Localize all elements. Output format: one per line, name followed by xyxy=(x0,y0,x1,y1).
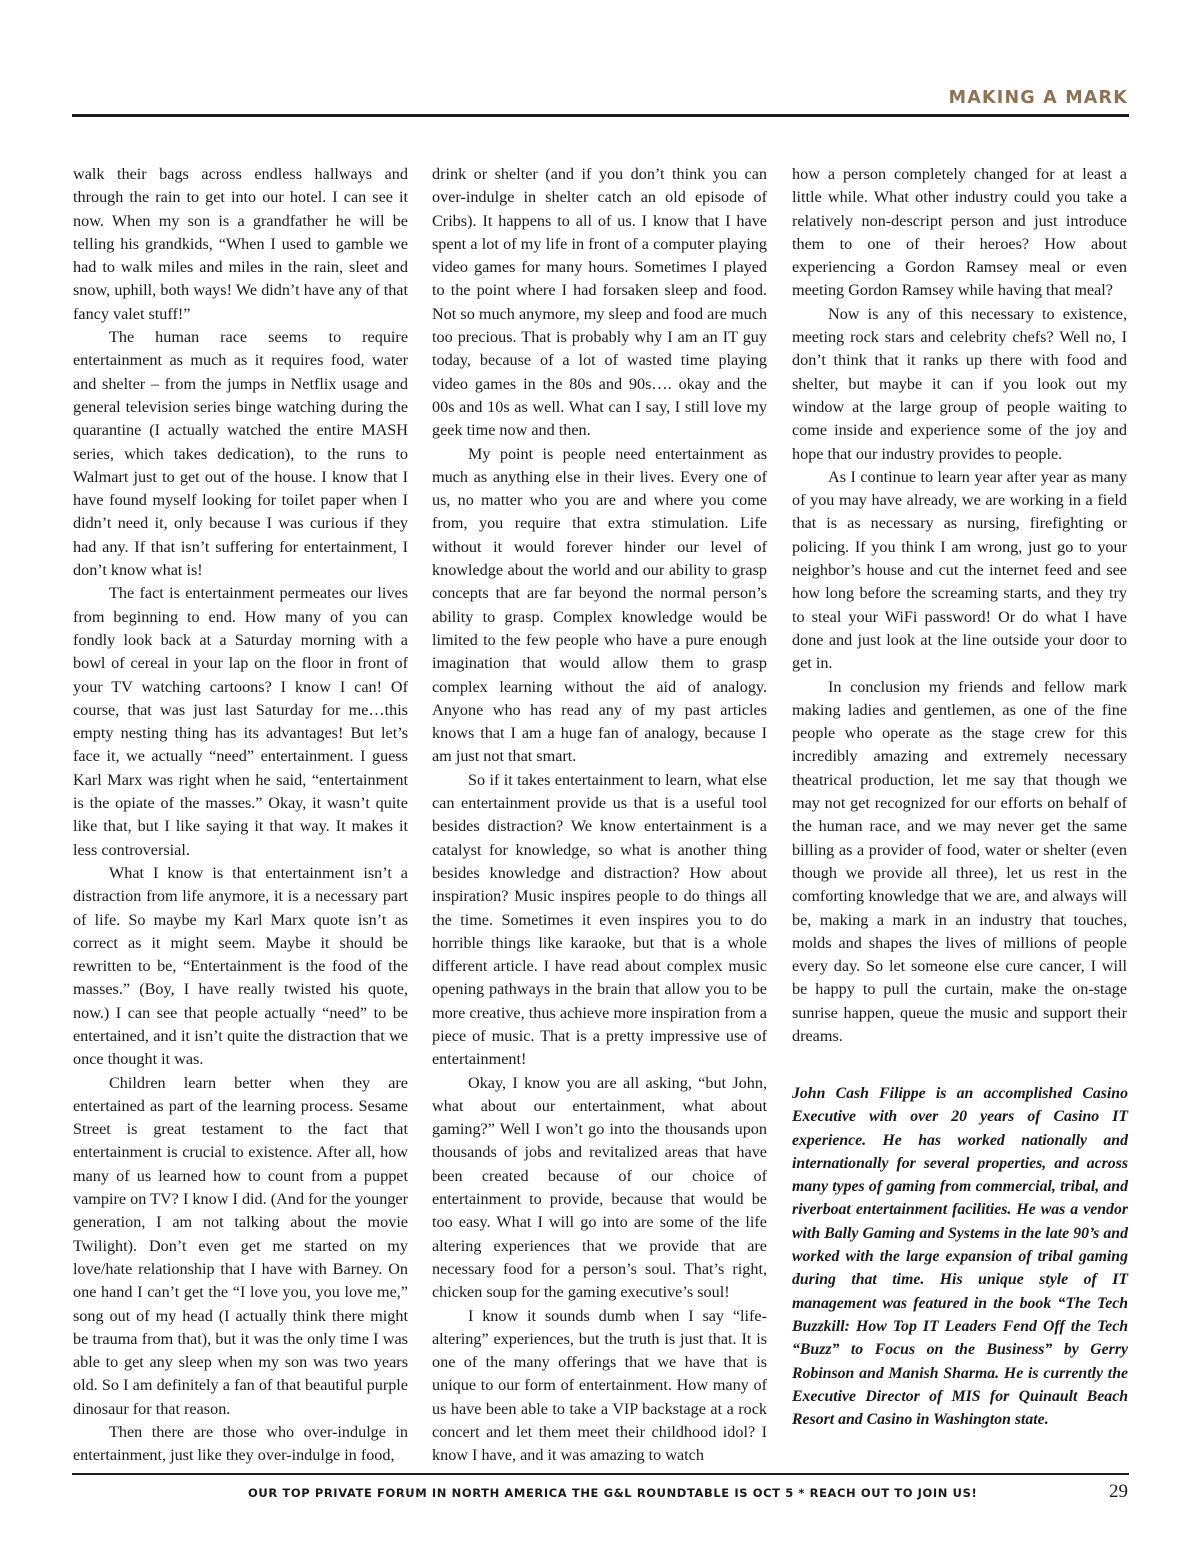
page-number: 29 xyxy=(1109,1481,1128,1502)
paragraph: drink or shelter (and if you don’t think you can over-indulge in shelter catch an old episode of Cribs). It happens to all of us. I know that I have spent a lot of my life in front of a computer playing video games for many hours. Sometimes I played to the point where I had forsaken sleep and food. Not so much anymore, my sleep and food are much too precious. That is probably why I am an IT guy today, because of a lot of wasted time playing video games in the 80s and 90s…. okay and the 00s and 10s as well. What can I say, I still love my geek time now and then. xyxy=(432,165,767,440)
author-bio: John Cash Filippe is an accomplished Casino Executive with over 20 years of Casino IT experience. He has worked nationally and internationally for several properties, and across many types of gaming from commercial, tribal, and riverboat entertainment facilities. He was a vendor with Bally Gaming and Systems in the late 90’s and worked with the large expansion of tribal gaming during that time. His unique style of IT management was featured in the book “The Tech Buzzkill: How Top IT Leaders Fend Off the Tech “Buzz” to Focus on the Business” by Gerry Robinson and Manish Sharma. He is currently the Executive Director of MIS for Quinault Beach Resort and Casino in Washington state. xyxy=(792,1085,1128,1429)
paragraph: Then there are those who over-indulge in entertainment, just like they over-indulge in food, xyxy=(73,1423,408,1465)
article-column-1 xyxy=(73,163,408,1468)
paragraph: The human race seems to require entertainment as much as it requires food, water and shelter – from the jumps in Netflix usage and general television series binge watching during the quarantine (I actually watched the entire MASH series, which takes dedication), to the runs to Walmart just to get out of the house. I know that I have found myself looking for toilet paper when I didn’t need it, only because I was curious if they had any. If that isn’t suffering for entertainment, I don’t know what is! xyxy=(73,328,408,580)
header-divider xyxy=(72,114,1129,117)
paragraph: What I know is that entertainment isn’t a distraction from life anymore, it is a necessary part of life. So maybe my Karl Marx quote isn’t as correct as it might seem. Maybe it should be rewritten to be, “Entertainment is the food of the masses.” (Boy, I have really twisted his quote, now.) I can see that people actually “need” to be entertained, and it isn’t quite the distraction that we once thought it was. xyxy=(73,863,408,1069)
paragraph: Children learn better when they are entertained as part of the learning process. Sesame Street is great testament to the fact that entertainment is crucial to existence. After all, how many of us learned how to count from a puppet vampire on TV? I know I did. (And for the younger generation, I am not talking about the movie Twilight). Don’t even get me started on my love/hate relationship that I have with Barney. On one hand I can’t get the “I love you, you love me,” song out of my head (I actually think there might be trauma from that), but it was the only time I was able to get any sleep when my son was two years old. So I am definitely a fan of that beautiful purple dinosaur for that reason. xyxy=(73,1073,408,1418)
paragraph: Okay, I know you are all asking, “but John, what about our entertainment, what about gaming?” Well I won’t go into the thousands upon thousands of jobs and revitalized areas that have been created because of our choice of entertainment to provide, because that would be too easy. What I will go into are some of the life altering experiences that we provide that are necessary food for a person’s soul. That’s right, chicken soup for the gaming executive’s soul! xyxy=(432,1073,767,1302)
article-column-3 xyxy=(792,163,1127,1048)
paragraph: walk their bags across endless hallways and through the rain to get into our hotel. I can see it now. When my son is a grandfather he will be telling his grandkids, “When I used to gamble we had to walk miles and miles in the rain, sleet and snow, uphill, both ways! We didn’t have any of that fancy valet stuff!” xyxy=(73,165,408,323)
paragraph: The fact is entertainment permeates our lives from beginning to end. How many of you can fondly look back at a Saturday morning with a bowl of cereal in your lap on the floor in front of your TV watching cartoons? I know I can! Of course, that was just last Saturday for me…this empty nesting thing has its advantages! But let’s face it, we actually “need” entertainment. I guess Karl Marx was right when he said, “entertainment is the opiate of the masses.” Okay, it wasn’t quite like that, but I like saying it that way. It makes it less controversial. xyxy=(73,584,408,859)
article-column-2 xyxy=(432,163,767,1468)
paragraph: My point is people need entertainment as much as anything else in their lives. Every one of us, no matter who you are and where you come from, you require that extra stimulation. Life without it would forever hinder our level of knowledge about the world and our ability to grasp concepts that are far beyond the normal person’s ability to grasp. Complex knowledge would be limited to the few people who have a pure enough imagination that would allow them to grasp complex learning without the aid of analogy. Anyone who has read any of my past articles knows that I am a huge fan of analogy, because I am just not that smart. xyxy=(432,444,767,766)
paragraph: I know it sounds dumb when I say “life-altering” experiences, but the truth is just that. It is one of the many offerings that we have that is unique to our form of entertainment. How many of us have been able to take a VIP backstage at a rock concert and let them meet their childhood idol? I know I have, and it was amazing to watch xyxy=(432,1306,767,1465)
paragraph: In conclusion my friends and fellow mark making ladies and gentlemen, as one of the fine people who operate as the stage crew for this incredibly amazing and extremely necessary theatrical production, let me say that though we may not get recognized for our efforts on behalf of the human race, and we may never get the same billing as a provider of food, water or shelter (even though we provide all three), let us rest in the comforting knowledge that we are, and always will be, making a mark in an industry that touches, molds and shapes the lives of millions of people every day. So let someone else cure cancer, I will be happy to pull the curtain, make the on-stage sunrise happen, queue the music and support their dreams. xyxy=(792,677,1127,1045)
paragraph: So if it takes entertainment to learn, what else can entertainment provide us that is a useful tool besides distraction? We know entertainment is a catalyst for knowledge, so what is another thing besides knowledge and distraction? How about inspiration? Music inspires people to do things all the time. Sometimes it even inspires you to do horrible things like karaoke, but that is a whole different article. I have read about complex music opening pathways in the brain that allow you to be more creative, thus achieve more inspiration from a piece of music. That is a pretty impressive use of entertainment! xyxy=(432,770,767,1069)
footer-divider xyxy=(72,1473,1129,1475)
paragraph: Now is any of this necessary to existence, meeting rock stars and celebrity chefs? Well no, I don’t think that it ranks up there with food and shelter, but maybe it can if you look out my window at the large group of people waiting to come inside and experience some of the joy and hope that our industry provides to people. xyxy=(792,304,1127,463)
paragraph: how a person completely changed for at least a little while. What other industry could you take a relatively non-descript person and just introduce them to one of their heroes? How about experiencing a Gordon Ramsey meal or even meeting Gordon Ramsey while having that meal? xyxy=(792,165,1127,300)
footer-promo: OUR TOP PRIVATE FORUM IN NORTH AMERICA THE G&L ROUNDTABLE IS OCT 5 * REACH OUT TO JOIN US! xyxy=(248,1486,978,1500)
section-title: MAKING A MARK xyxy=(948,88,1128,108)
paragraph: As I continue to learn year after year as many of you may have already, we are working in a field that is as necessary as nursing, firefighting or policing. If you think I am wrong, just go to your neighbor’s house and cut the internet feed and see how long before the screaming starts, and they try to steal your WiFi password! Or do what I have done and just look at the line outside your door to get in. xyxy=(792,467,1127,673)
